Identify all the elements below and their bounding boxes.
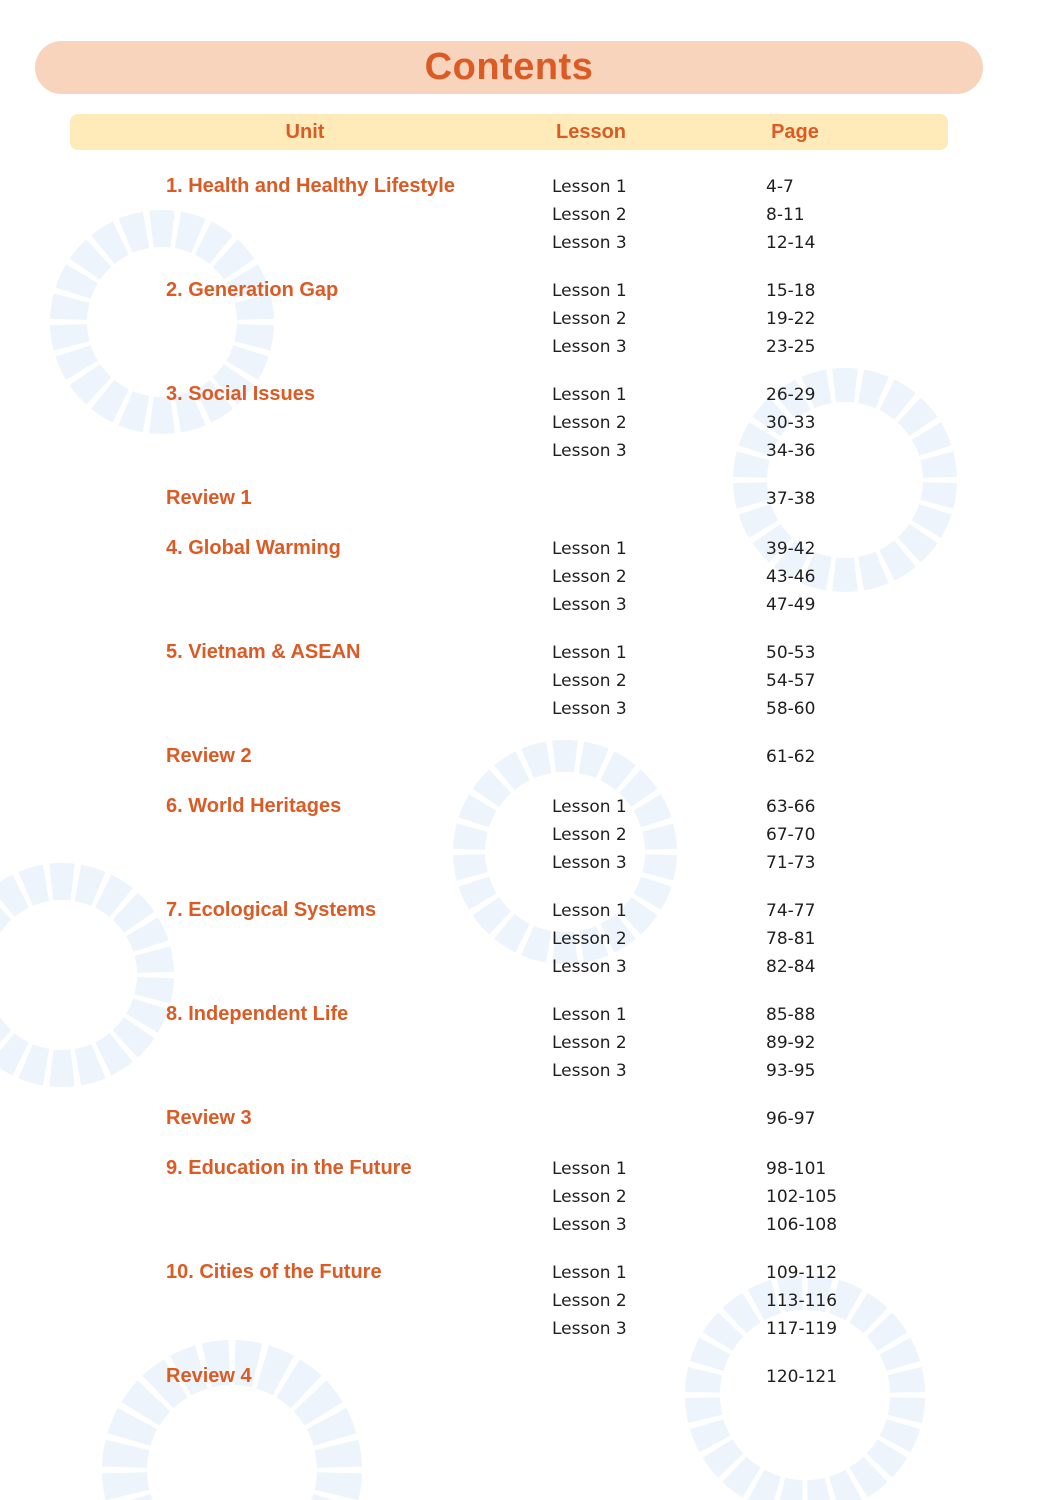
- lesson-label: Lesson 1: [552, 385, 627, 405]
- lesson-label: Lesson 3: [552, 441, 627, 461]
- unit-title[interactable]: 1. Health and Healthy Lifestyle: [166, 175, 455, 197]
- lesson-label: Lesson 2: [552, 1291, 627, 1311]
- lesson-label: Lesson 2: [552, 567, 627, 587]
- page-range: 120-121: [766, 1367, 838, 1387]
- lesson-label: Lesson 3: [552, 1061, 627, 1081]
- page-range: 82-84: [766, 957, 816, 977]
- lesson-label: Lesson 2: [552, 1187, 627, 1207]
- lesson-label: Lesson 2: [552, 825, 627, 845]
- lesson-label: Lesson 2: [552, 413, 627, 433]
- lesson-label: Lesson 3: [552, 595, 627, 615]
- lesson-label: Lesson 1: [552, 281, 627, 301]
- page-range: 12-14: [766, 233, 816, 253]
- page-range: 96-97: [766, 1109, 816, 1129]
- page-range: 106-108: [766, 1215, 838, 1235]
- unit-title[interactable]: 3. Social Issues: [166, 383, 315, 405]
- page-title: Contents: [424, 46, 594, 88]
- lesson-label: Lesson 1: [552, 1005, 627, 1025]
- unit-title[interactable]: 8. Independent Life: [166, 1003, 349, 1025]
- lesson-label: Lesson 1: [552, 901, 627, 921]
- lesson-label: Lesson 1: [552, 1263, 627, 1283]
- page-column-header: Page: [771, 121, 819, 143]
- lesson-label: Lesson 2: [552, 309, 627, 329]
- lesson-label: Lesson 3: [552, 957, 627, 977]
- page-range: 78-81: [766, 929, 816, 949]
- page-range: 43-46: [766, 567, 816, 587]
- page-range: 67-70: [766, 825, 816, 845]
- page-range: 50-53: [766, 643, 816, 663]
- page-range: 98-101: [766, 1159, 827, 1179]
- unit-column-header: Unit: [285, 121, 325, 143]
- unit-title[interactable]: 4. Global Warming: [166, 537, 341, 559]
- unit-title[interactable]: 2. Generation Gap: [166, 279, 339, 301]
- page-range: 4-7: [766, 177, 794, 197]
- page-range: 39-42: [766, 539, 816, 559]
- page-range: 113-116: [766, 1291, 838, 1311]
- review-title[interactable]: Review 2: [166, 745, 252, 767]
- page-range: 74-77: [766, 901, 816, 921]
- lesson-label: Lesson 3: [552, 853, 627, 873]
- lesson-column-header: Lesson: [555, 121, 627, 143]
- lesson-label: Lesson 1: [552, 177, 627, 197]
- page-range: 26-29: [766, 385, 816, 405]
- lesson-label: Lesson 3: [552, 1215, 627, 1235]
- review-title[interactable]: Review 1: [166, 487, 252, 509]
- page-range: 109-112: [766, 1263, 838, 1283]
- page-range: 85-88: [766, 1005, 816, 1025]
- unit-title[interactable]: 6. World Heritages: [166, 795, 342, 817]
- page-range: 93-95: [766, 1061, 816, 1081]
- page-range: 19-22: [766, 309, 816, 329]
- page-range: 23-25: [766, 337, 816, 357]
- page-range: 63-66: [766, 797, 816, 817]
- lesson-label: Lesson 1: [552, 539, 627, 559]
- page-range: 37-38: [766, 489, 816, 509]
- page-range: 89-92: [766, 1033, 816, 1053]
- lesson-label: Lesson 1: [552, 797, 627, 817]
- lesson-label: Lesson 2: [552, 1033, 627, 1053]
- unit-title[interactable]: 10. Cities of the Future: [166, 1261, 382, 1283]
- lesson-label: Lesson 1: [552, 1159, 627, 1179]
- page-range: 71-73: [766, 853, 816, 873]
- lesson-label: Lesson 3: [552, 699, 627, 719]
- lesson-label: Lesson 2: [552, 205, 627, 225]
- page-range: 102-105: [766, 1187, 838, 1207]
- page-range: 30-33: [766, 413, 816, 433]
- page-range: 8-11: [766, 205, 805, 225]
- review-title[interactable]: Review 4: [166, 1365, 252, 1387]
- page-range: 47-49: [766, 595, 816, 615]
- page-range: 117-119: [766, 1319, 838, 1339]
- page-range: 58-60: [766, 699, 816, 719]
- lesson-label: Lesson 3: [552, 1319, 627, 1339]
- lesson-label: Lesson 3: [552, 233, 627, 253]
- lesson-label: Lesson 2: [552, 929, 627, 949]
- lesson-label: Lesson 1: [552, 643, 627, 663]
- unit-title[interactable]: 7. Ecological Systems: [166, 899, 377, 921]
- page-range: 34-36: [766, 441, 816, 461]
- unit-title[interactable]: 5. Vietnam & ASEAN: [166, 641, 361, 663]
- page-range: 61-62: [766, 747, 816, 767]
- lesson-label: Lesson 3: [552, 337, 627, 357]
- page-range: 15-18: [766, 281, 816, 301]
- review-title[interactable]: Review 3: [166, 1107, 252, 1129]
- lesson-label: Lesson 2: [552, 671, 627, 691]
- unit-title[interactable]: 9. Education in the Future: [166, 1157, 412, 1179]
- page-range: 54-57: [766, 671, 816, 691]
